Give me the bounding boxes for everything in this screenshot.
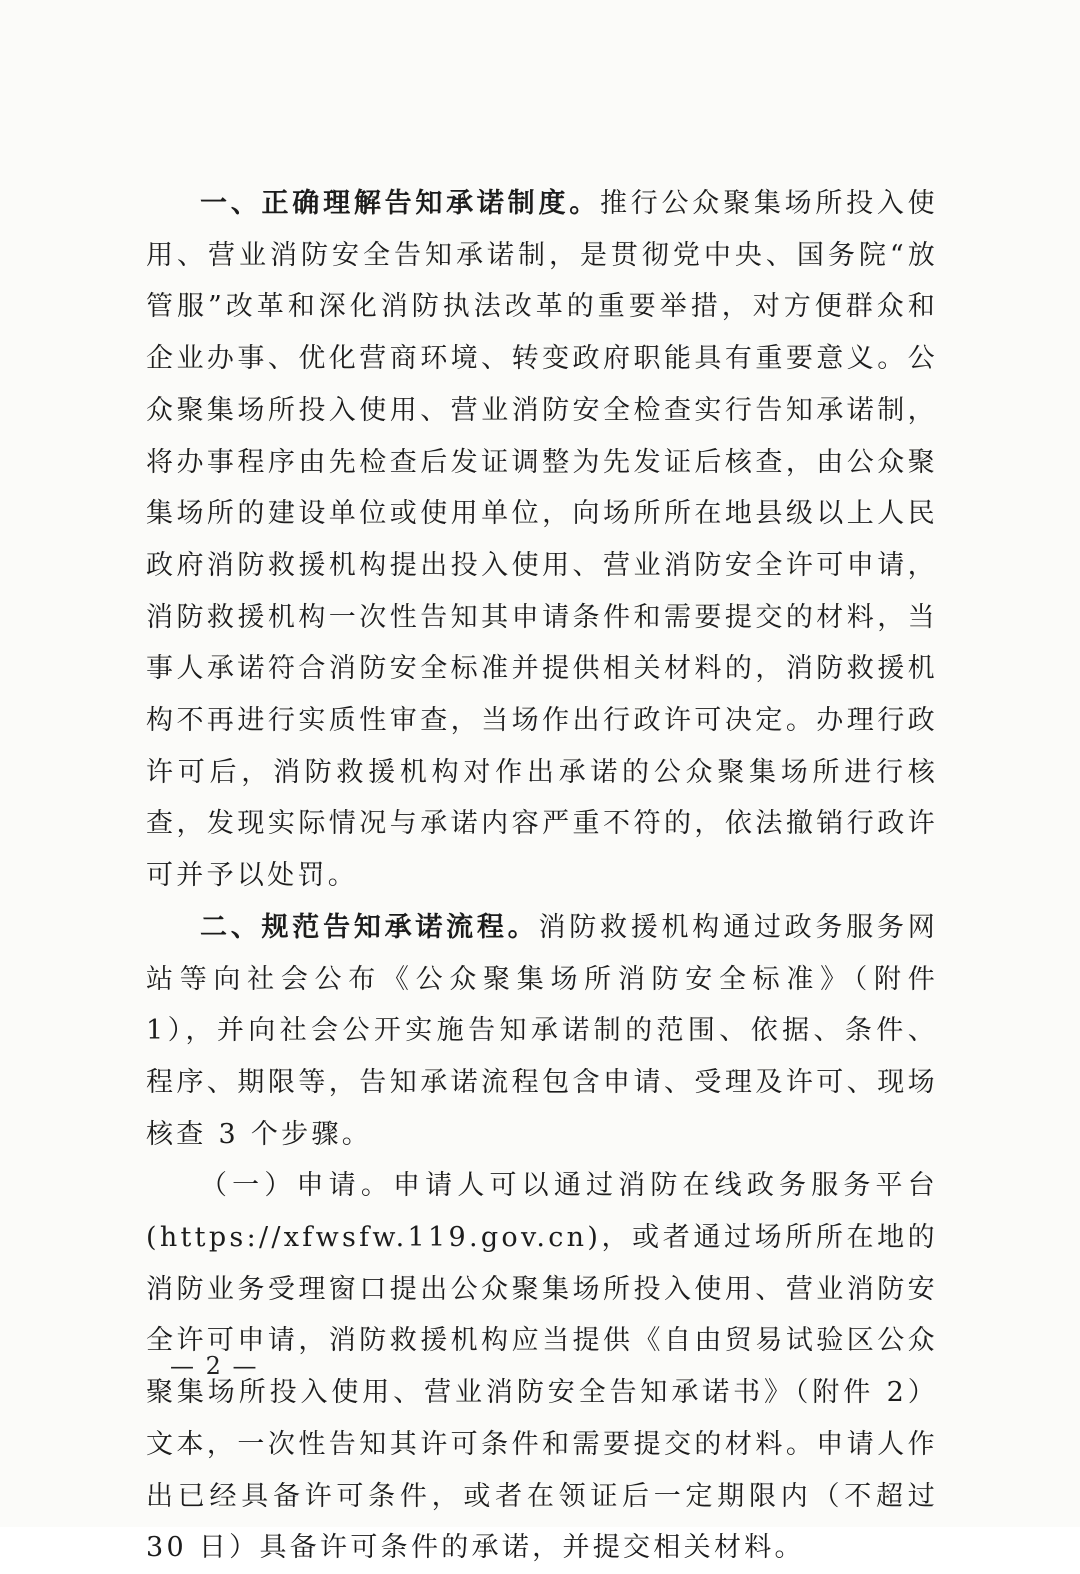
- paragraph-2-heading: 二、规范告知承诺流程。: [200, 911, 539, 943]
- paragraph-3-text: 申请人可以通过消防在线政务服务平台(https://xfwsfw.119.gov.cn)，或者通过场所所在地的消防业务受理窗口提出公众聚集场所投入使用、营业消防安全许可申请，消防救援机构应当提供《自由贸易试验区公众聚集场所投入使用、营业消防安全告知承诺书》（附件 2）文本，一次性告知其许可条件和需要提交的材料。申请人作出已经具备许可条件，或者在领证后一定期限内（不超过 30 日）具备许可条件的承诺，并提交相关材料。: [146, 1170, 938, 1564]
- paragraph-2: [146, 902, 938, 1161]
- page-number: — 2 —: [170, 1352, 259, 1380]
- paragraph-1-text: 推行公众聚集场所投入使用、营业消防安全告知承诺制，是贯彻党中央、国务院“放管服”改革和深化消防执法改革的重要举措，对方便群众和企业办事、优化营商环境、转变政府职能具有重要意义。公众聚集场所投入使用、营业消防安全检查实行告知承诺制，将办事程序由先检查后发证调整为先发证后核查，由公众聚集场所的建设单位或使用单位，向场所所在地县级以上人民政府消防救援机构提出投入使用、营业消防安全许可申请，消防救援机构一次性告知其申请条件和需要提交的材料，当事人承诺符合消防安全标准并提供相关材料的，消防救援机构不再进行实质性审查，当场作出行政许可决定。办理行政许可后，消防救援机构对作出承诺的公众聚集场所进行核查，发现实际情况与承诺内容严重不符的，依法撤销行政许可并予以处罚。: [146, 188, 938, 892]
- paragraph-3-heading: （一）申请。: [200, 1170, 394, 1202]
- paragraph-2-text: 消防救援机构通过政务服务网站等向社会公布《公众聚集场所消防安全标准》（附件 1），并向社会公开实施告知承诺制的范围、依据、条件、程序、期限等，告知承诺流程包含申请、受理及许可、现场核查 3 个步骤。: [146, 911, 938, 1150]
- paragraph-1-heading: 一、正确理解告知承诺制度。: [200, 188, 600, 219]
- paragraph-3: [146, 1160, 938, 1574]
- paragraph-1: [146, 178, 938, 902]
- document-body: [146, 178, 938, 1574]
